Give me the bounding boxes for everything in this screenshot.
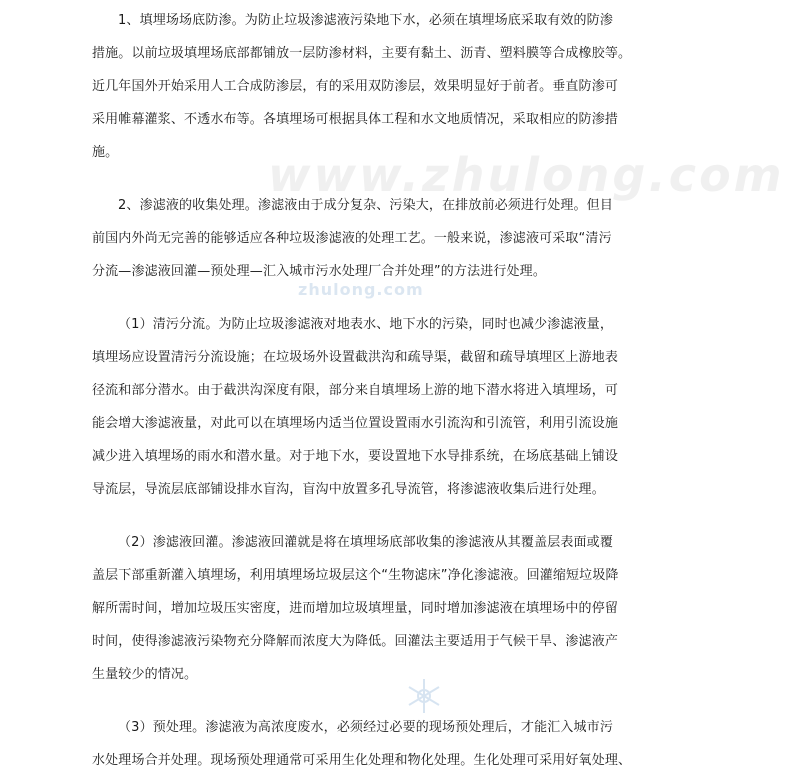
paragraph-3-line-2: 填埋场应设置清污分流设施；在垃圾场外设置截洪沟和疏导渠，截留和疏导填埋区上游地表 [92,350,619,365]
paragraph-4-line-1: （2）渗滤液回灌。渗滤液回灌就是将在填埋场底部收集的渗滤液从其覆盖层表面或覆 [118,535,613,550]
paragraph-1-line-4: 采用帷幕灌浆、不透水布等。各填埋场可根据具体工程和水文地质情况，采取相应的防渗措 [92,112,619,127]
paragraph-4-line-2: 盖层下部重新灌入填埋场，利用填埋场垃圾层这个“生物滤床”净化渗滤液。回灌缩短垃圾降 [92,568,619,583]
paragraph-1-line-2: 措施。以前垃圾填埋场底部都铺放一层防渗材料，主要有黏土、沥青、塑料膜等合成橡胶等。 [92,46,632,61]
paragraph-3-line-3: 径流和部分潜水。由于截洪沟深度有限，部分来自填埋场上游的地下潜水将进入填埋场，可 [92,383,619,398]
paragraph-3-line-5: 减少进入填埋场的雨水和潜水量。对于地下水，要设置地下水导排系统，在场底基础上铺设 [92,449,619,464]
paragraph-2-line-2: 前国内外尚无完善的能够适应各种垃圾渗滤液的处理工艺。一般来说，渗滤液可采取“清污 [92,231,612,246]
paragraph-3-line-6: 导流层，导流层底部铺设排水盲沟，盲沟中放置多孔导流管，将渗滤液收集后进行处理。 [92,482,605,497]
paragraph-1-line-1: 1、填埋场场底防渗。为防止垃圾渗滤液污染地下水，必须在填埋场底采取有效的防渗 [118,13,613,28]
paragraph-1-line-3: 近几年国外开始采用人工合成防渗层，有的采用双防渗层，效果明显好于前者。垂直防渗可 [92,79,619,94]
paragraph-5-line-2: 水处理场合并处理。现场预处理通常可采用生化处理和物化处理。生化处理可采用好氧处理、 [92,753,632,768]
paragraph-4-line-3: 解所需时间，增加垃圾压实密度，进而增加垃圾填埋量，同时增加渗滤液在填埋场中的停留 [92,601,619,616]
paragraph-3-line-1: （1）清污分流。为防止垃圾渗滤液对地表水、地下水的污染，同时也减少渗滤液量， [118,317,613,332]
paragraph-3-line-4: 能会增大渗滤液量，对此可以在填埋场内适当位置设置雨水引流沟和引流管，利用引流设施 [92,416,619,431]
paragraph-1-line-5: 施。 [92,145,119,160]
paragraph-4-line-4: 时间，使得渗滤液污染物充分降解而浓度大为降低。回灌法主要适用于气候干旱、渗滤液产 [92,634,619,649]
watermark-small: zhulong.com [298,280,424,299]
paragraph-2-line-3: 分流—渗滤液回灌—预处理—汇入城市污水处理厂合并处理”的方法进行处理。 [92,264,546,279]
paragraph-2-line-1: 2、渗滤液的收集处理。渗滤液由于成分复杂、污染大，在排放前必须进行处理。但目 [118,198,613,213]
watermark-main: www.zhulong.com [268,148,785,202]
paragraph-5-line-1: （3）预处理。渗滤液为高浓度废水，必须经过必要的现场预处理后，才能汇入城市污 [118,720,613,735]
paragraph-4-line-5: 生量较少的情况。 [92,667,198,682]
